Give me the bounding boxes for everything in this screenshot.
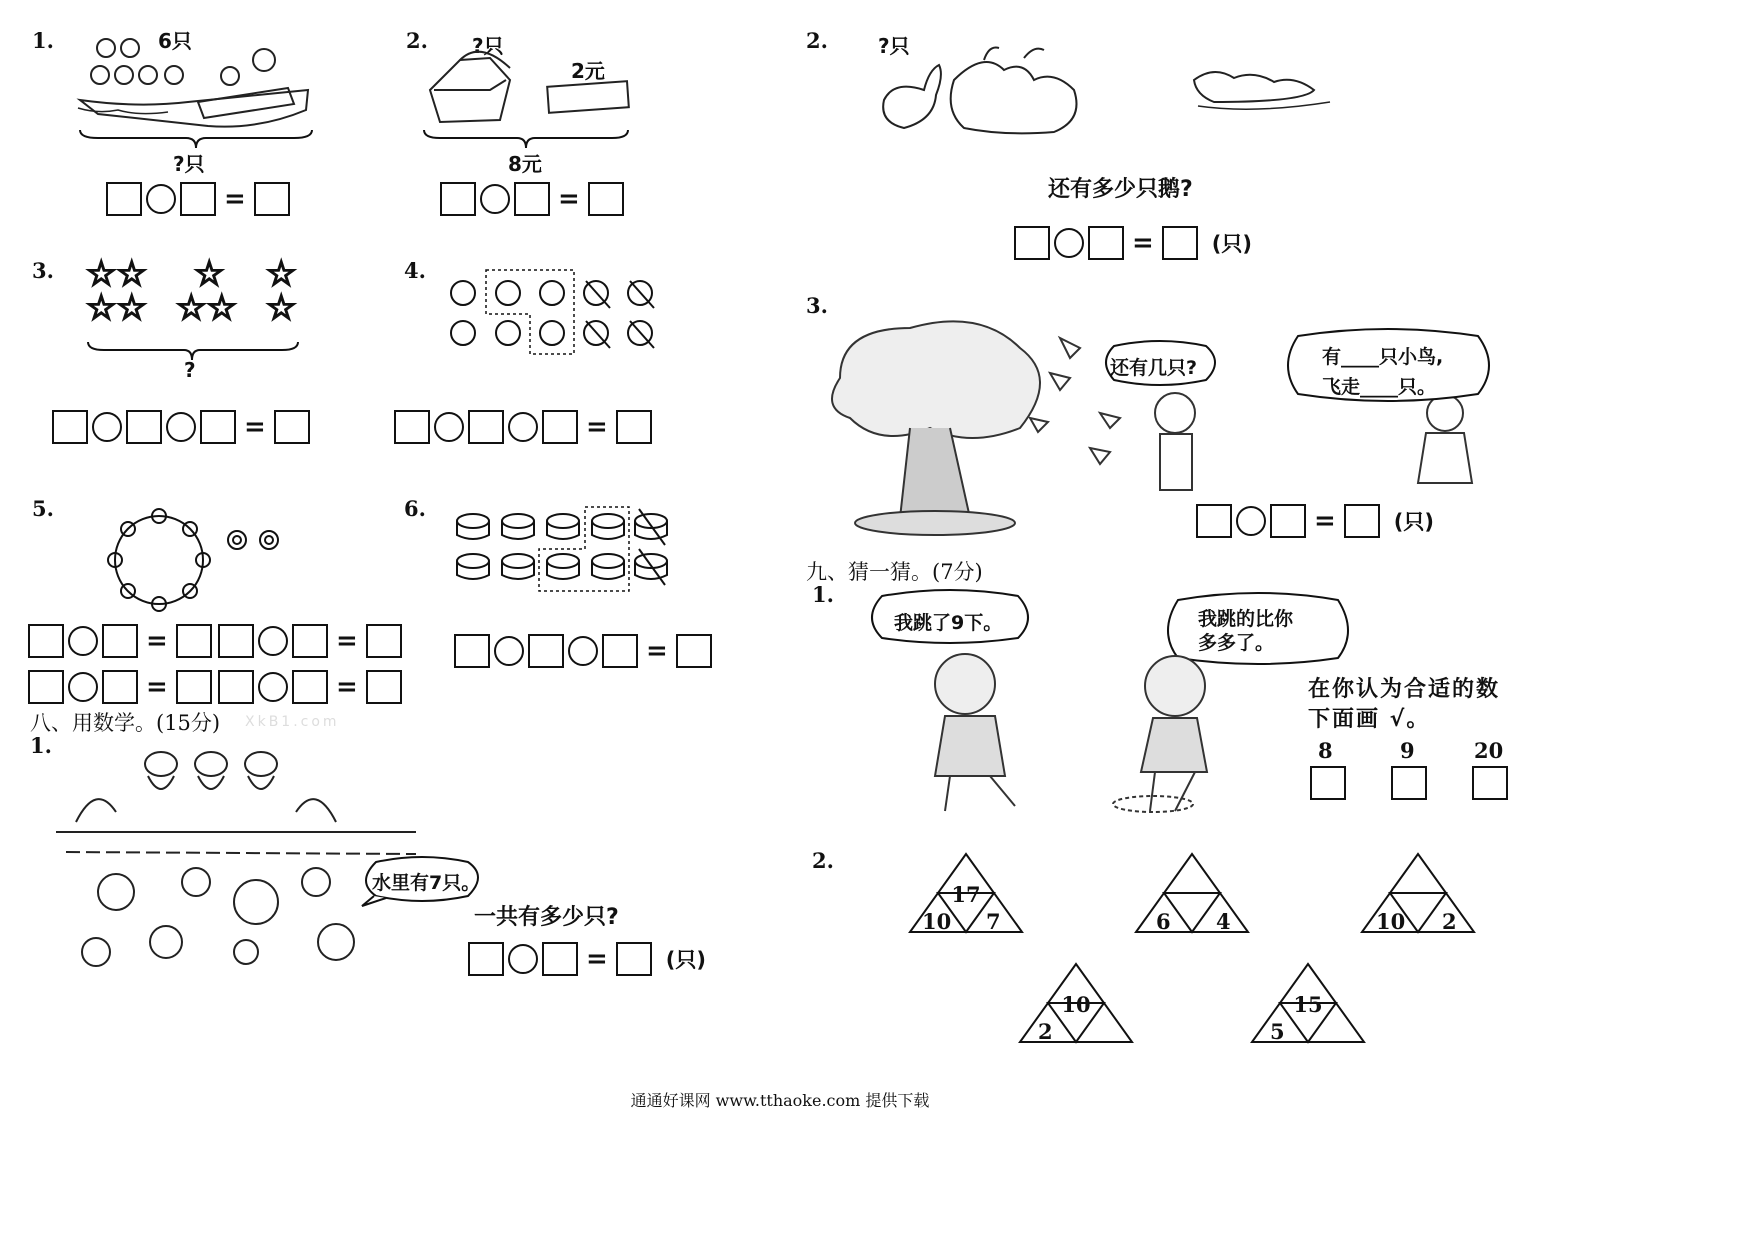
problem-number: 5.: [32, 496, 54, 521]
checkbox-8[interactable]: [1310, 766, 1346, 800]
answer-box[interactable]: [366, 670, 402, 704]
answer-box[interactable]: [28, 670, 64, 704]
answer-box[interactable]: [292, 670, 328, 704]
answer-box[interactable]: [602, 634, 638, 668]
footer-text: 通通好课网 www.tthaoke.com 提供下载: [630, 1091, 930, 1110]
equals-sign: =: [224, 184, 246, 214]
answer-box[interactable]: [176, 670, 212, 704]
operator-circle[interactable]: [68, 672, 98, 702]
svg-text:☆☆: ☆☆: [86, 288, 147, 328]
equals-sign: =: [336, 626, 358, 656]
operator-circle[interactable]: [258, 626, 288, 656]
equation-row: [218, 624, 402, 658]
answer-box[interactable]: [292, 624, 328, 658]
answer-box[interactable]: [440, 182, 476, 216]
answer-box[interactable]: [528, 634, 564, 668]
operator-circle[interactable]: [1236, 506, 1266, 536]
answer-box[interactable]: [180, 182, 216, 216]
question-text: 还有多少只鹅?: [1048, 177, 1193, 202]
operator-circle[interactable]: [494, 636, 524, 666]
answer-box[interactable]: [1014, 226, 1050, 260]
problem-number: 3.: [806, 293, 828, 318]
operator-circle[interactable]: [258, 672, 288, 702]
svg-text:☆: ☆: [266, 288, 297, 328]
circles-illustration: [450, 268, 660, 358]
equation-row: [1014, 226, 1252, 260]
watermark: XkB1.com: [245, 714, 340, 730]
unit-label: (只): [1393, 510, 1434, 534]
operator-circle[interactable]: [146, 184, 176, 214]
triangle-top-value[interactable]: 10: [1061, 992, 1091, 1017]
top-count-label: 6只: [158, 29, 192, 53]
equals-sign: =: [586, 412, 608, 442]
equals-sign: =: [1314, 506, 1336, 536]
problem-number: 2.: [406, 28, 428, 53]
answer-box[interactable]: [218, 670, 254, 704]
instruction-text: 在你认为合适的数: [1308, 677, 1501, 702]
equation-row: [440, 182, 624, 216]
choice-number: 9: [1400, 738, 1415, 763]
triangle-left-value[interactable]: 5: [1270, 1019, 1285, 1044]
equals-sign: =: [1132, 228, 1154, 258]
answer-box[interactable]: [102, 670, 138, 704]
number-triangle: [1018, 962, 1134, 1044]
checkbox-9[interactable]: [1391, 766, 1427, 800]
brace: [422, 128, 632, 150]
bubble-text: 我跳了9下。: [894, 612, 1003, 634]
bag-and-pencilbox-illustration: [420, 50, 640, 130]
answer-box[interactable]: [274, 410, 310, 444]
equals-sign: =: [146, 672, 168, 702]
equation-row: [468, 942, 706, 976]
number-triangle: [1134, 852, 1250, 934]
answer-box[interactable]: [1344, 504, 1380, 538]
svg-text:☆: ☆: [266, 254, 297, 294]
triangle-left-value[interactable]: 2: [1038, 1019, 1053, 1044]
equation-row: [52, 410, 310, 444]
answer-box[interactable]: [1270, 504, 1306, 538]
ring-chain-illustration: [104, 505, 294, 615]
bubble-text: 飞走____只。: [1322, 376, 1437, 398]
problem-number: 2.: [806, 28, 828, 53]
svg-text:☆☆: ☆☆: [176, 288, 237, 328]
operator-circle[interactable]: [568, 636, 598, 666]
coin-stacks-illustration: [455, 505, 675, 595]
operator-circle[interactable]: [508, 412, 538, 442]
bubble-text: 多多了。: [1198, 632, 1275, 654]
equals-sign: =: [244, 412, 266, 442]
equals-sign: =: [586, 944, 608, 974]
answer-box[interactable]: [102, 624, 138, 658]
checkbox-20[interactable]: [1472, 766, 1508, 800]
problem-number: 3.: [32, 258, 54, 283]
answer-box[interactable]: [468, 942, 504, 976]
number-triangle: [1360, 852, 1476, 934]
answer-box[interactable]: [1088, 226, 1124, 260]
answer-box[interactable]: [616, 942, 652, 976]
stars-illustration: [86, 254, 306, 328]
operator-circle[interactable]: [166, 412, 196, 442]
choice-number: 20: [1474, 738, 1504, 763]
triangle-right-value[interactable]: 2: [1442, 909, 1457, 934]
triangle-right-value[interactable]: 7: [986, 909, 1001, 934]
problem-number: 1.: [32, 28, 54, 53]
answer-box[interactable]: [588, 182, 624, 216]
problem-number: 4.: [404, 258, 426, 283]
choice-number: 8: [1318, 738, 1333, 763]
operator-circle[interactable]: [434, 412, 464, 442]
bubble-text: 有____只小鸟,: [1322, 346, 1444, 368]
equation-row: [1196, 504, 1434, 538]
box-price-label: 2元: [571, 59, 605, 83]
problem-number: 6.: [404, 496, 426, 521]
bottom-count-label: ?只: [173, 152, 205, 176]
answer-box[interactable]: [366, 624, 402, 658]
equals-sign: =: [558, 184, 580, 214]
answer-box[interactable]: [254, 182, 290, 216]
number-triangle: [908, 852, 1024, 934]
problem-number: 2.: [812, 848, 834, 873]
unit-label: (只): [665, 948, 706, 972]
svg-text:☆☆: ☆☆: [86, 254, 147, 294]
answer-box[interactable]: [542, 942, 578, 976]
operator-circle[interactable]: [92, 412, 122, 442]
answer-box[interactable]: [394, 410, 430, 444]
equation-row: [106, 182, 290, 216]
equals-sign: =: [146, 626, 168, 656]
answer-box[interactable]: [616, 410, 652, 444]
section-title: 八、用数学。(15分): [30, 711, 221, 735]
answer-box[interactable]: [1196, 504, 1232, 538]
triangle-left-value[interactable]: 10: [1376, 909, 1406, 934]
geese-illustration: [874, 40, 1344, 140]
answer-box[interactable]: [676, 634, 712, 668]
equation-row: [218, 670, 402, 704]
equation-row: [454, 634, 712, 668]
triangle-left-value[interactable]: 10: [922, 909, 952, 934]
triangle-top-value[interactable]: 15: [1293, 992, 1323, 1017]
triangle-right-value[interactable]: 4: [1216, 909, 1231, 934]
section-title: 九、猜一猜。(7分): [806, 560, 983, 584]
equation-row: [28, 670, 212, 704]
answer-box[interactable]: [218, 624, 254, 658]
equals-sign: =: [646, 636, 668, 666]
equals-sign: =: [336, 672, 358, 702]
bubble-text: 还有几只?: [1110, 357, 1198, 379]
operator-circle[interactable]: [480, 184, 510, 214]
triangle-top-value[interactable]: 17: [951, 882, 981, 907]
count-label: ?只: [878, 34, 910, 58]
instruction-text: 下面画 √。: [1308, 707, 1431, 732]
jumping-kids-illustration: [905, 646, 1245, 816]
equation-row: [394, 410, 652, 444]
total-price-label: 8元: [508, 152, 542, 176]
operator-circle[interactable]: [68, 626, 98, 656]
bag-price-label: ?只: [472, 34, 504, 58]
answer-box[interactable]: [468, 410, 504, 444]
svg-text:☆: ☆: [194, 254, 225, 294]
unit-label: (只): [1211, 232, 1252, 256]
number-triangle: [1250, 962, 1366, 1044]
operator-circle[interactable]: [508, 944, 538, 974]
answer-box[interactable]: [1162, 226, 1198, 260]
bubble-text: 我跳的比你: [1198, 608, 1294, 630]
answer-box[interactable]: [52, 410, 88, 444]
triangle-left-value[interactable]: 6: [1156, 909, 1171, 934]
answer-box[interactable]: [514, 182, 550, 216]
equation-row: [28, 624, 212, 658]
operator-circle[interactable]: [1054, 228, 1084, 258]
problem-number: 1.: [30, 733, 52, 758]
answer-box[interactable]: [126, 410, 162, 444]
answer-box[interactable]: [176, 624, 212, 658]
answer-box[interactable]: [542, 410, 578, 444]
problem-number: 1.: [812, 582, 834, 607]
answer-box[interactable]: [200, 410, 236, 444]
question-text: 一共有多少只?: [474, 905, 619, 930]
answer-box[interactable]: [454, 634, 490, 668]
question-mark-label: ?: [184, 358, 196, 382]
answer-box[interactable]: [106, 182, 142, 216]
brace: [78, 128, 314, 150]
answer-box[interactable]: [28, 624, 64, 658]
bubble-text: 水里有7只。: [372, 872, 481, 894]
